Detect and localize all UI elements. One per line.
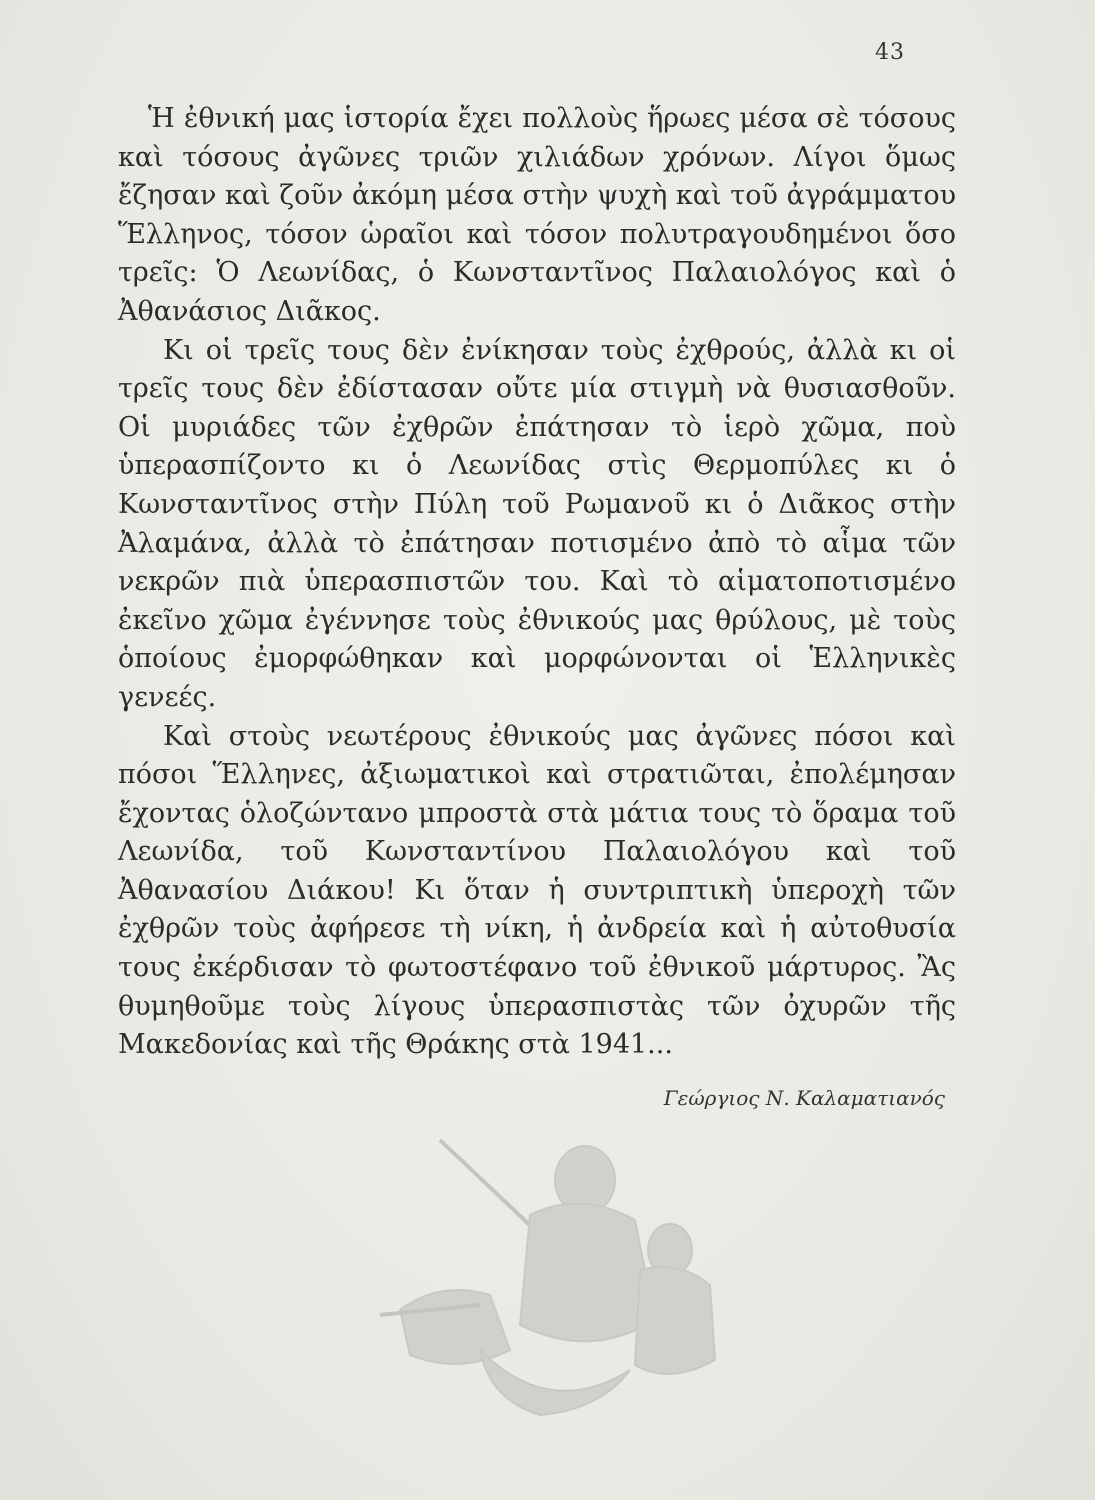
body-text — [118, 100, 956, 1065]
warriors-illustration — [370, 1120, 730, 1420]
paragraph-1: Ἡ ἐθνική μας ἱστορία ἔχει πολλοὺς ἥρωες μέσα σὲ τόσους καὶ τόσους ἀγῶνες τριῶν χιλιάδων χρόνων. Λίγοι ὅμως ἔζησαν καὶ ζοῦν ἀκόμη μέσα στὴν ψυχὴ καὶ τοῦ ἀγράμματου Ἕλληνος, τόσον ὡραῖοι καὶ τόσον πολυτραγουδημένοι ὅσο τρεῖς: Ὁ Λεωνίδας, ὁ Κωνσταντῖνος Παλαιολόγος καὶ ὁ Ἀθανάσιος Διᾶκος. — [118, 103, 956, 327]
paragraph-2: Κι οἱ τρεῖς τους δὲν ἐνίκησαν τοὺς ἐχθρούς, ἀλλὰ κι οἱ τρεῖς τους δὲν ἐδίστασαν οὔτε μία στιγμὴ νὰ θυσιασθοῦν. Οἱ μυριάδες τῶν ἐχθρῶν ἐπάτησαν τὸ ἱερὸ χῶμα, ποὺ ὑπερασπίζοντο κι ὁ Λεωνίδας στὶς Θερμοπύλες κι ὁ Κωνσταντῖνος στὴν Πύλη τοῦ Ρωμανοῦ κι ὁ Διᾶκος στὴν Ἀλαμάνα, ἀλλὰ τὸ ἐπάτησαν ποτισμένο ἀπὸ τὸ αἷμα τῶν νεκρῶν πιὰ ὑπερασπιστῶν του. Καὶ τὸ αἱματοποτισμένο ἐκεῖνο χῶμα ἐγέννησε τοὺς ἐθνικούς μας θρύλους, μὲ τοὺς ὁποίους ἐμορφώθηκαν καὶ μορφώνονται οἱ Ἑλληνικὲς γενεές. — [118, 334, 956, 713]
author-signature: Γεώργιος Ν. Καλαματιανός — [663, 1086, 945, 1110]
page-number: 43 — [875, 40, 905, 65]
paragraph-3: Καὶ στοὺς νεωτέρους ἐθνικούς μας ἀγῶνες πόσοι καὶ πόσοι Ἕλληνες, ἀξιωματικοὶ καὶ στρατιῶται, ἐπολέμησαν ἔχοντας ὁλοζώντανο μπροστὰ στὰ μάτια τους τὸ ὅραμα τοῦ Λεωνίδα, τοῦ Κωνσταντίνου Παλαιολόγου καὶ τοῦ Ἀθανασίου Διάκου! Κι ὅταν ἡ συντριπτικὴ ὑπεροχὴ τῶν ἐχθρῶν τοὺς ἀφήρεσε τὴ νίκη, ἡ ἀνδρεία καὶ ἡ αὐτοθυσία τους ἐκέρδισαν τὸ φωτοστέφανο τοῦ ἐθνικοῦ μάρτυρος. Ἂς θυμηθοῦμε τοὺς λίγους ὑπερασπιστὰς τῶν ὀχυρῶν τῆς Μακεδονίας καὶ τῆς Θράκης στὰ 1941... — [118, 720, 956, 1061]
